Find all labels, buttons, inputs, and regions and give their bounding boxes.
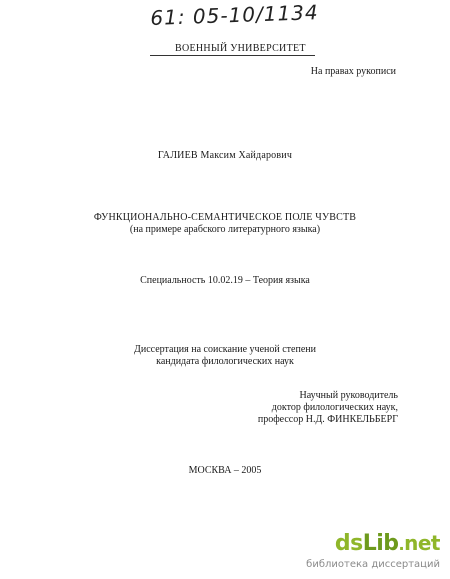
header-divider [150, 55, 315, 56]
logo-net: net [404, 531, 440, 555]
logo-ds: ds [334, 531, 363, 556]
logo-dot: . [398, 535, 405, 554]
dslib-logo [335, 531, 440, 557]
dslib-watermark[interactable] [306, 531, 440, 575]
dissertation-subtitle: (на примере арабского литературного языка) [129, 224, 321, 235]
rights-note: На правах рукописи [310, 66, 396, 77]
handwritten-stamp-number: 61: 05-10/1134 [150, 0, 320, 30]
degree-line-1: Диссертация на соискание ученой степени [134, 344, 316, 355]
logo-lib: Lib [362, 531, 399, 556]
specialty-line: Специальность 10.02.19 – Теория языка [140, 275, 310, 286]
watermark-caption: библиотека диссертаций [306, 559, 440, 570]
university-name: ВОЕННЫЙ УНИВЕРСИТЕТ [175, 43, 306, 54]
supervisor-degree: доктор филологических наук, [271, 402, 398, 413]
supervisor-label: Научный руководитель [299, 390, 398, 401]
dissertation-title: ФУНКЦИОНАЛЬНО-СЕМАНТИЧЕСКОЕ ПОЛЕ ЧУВСТВ [93, 212, 357, 223]
degree-line-2: кандидата филологических наук [156, 356, 294, 367]
city-year: МОСКВА – 2005 [188, 465, 262, 476]
supervisor-name: профессор Н.Д. ФИНКЕЛЬБЕРГ [257, 414, 398, 425]
author-name: ГАЛИЕВ Максим Хайдарович [157, 150, 293, 161]
